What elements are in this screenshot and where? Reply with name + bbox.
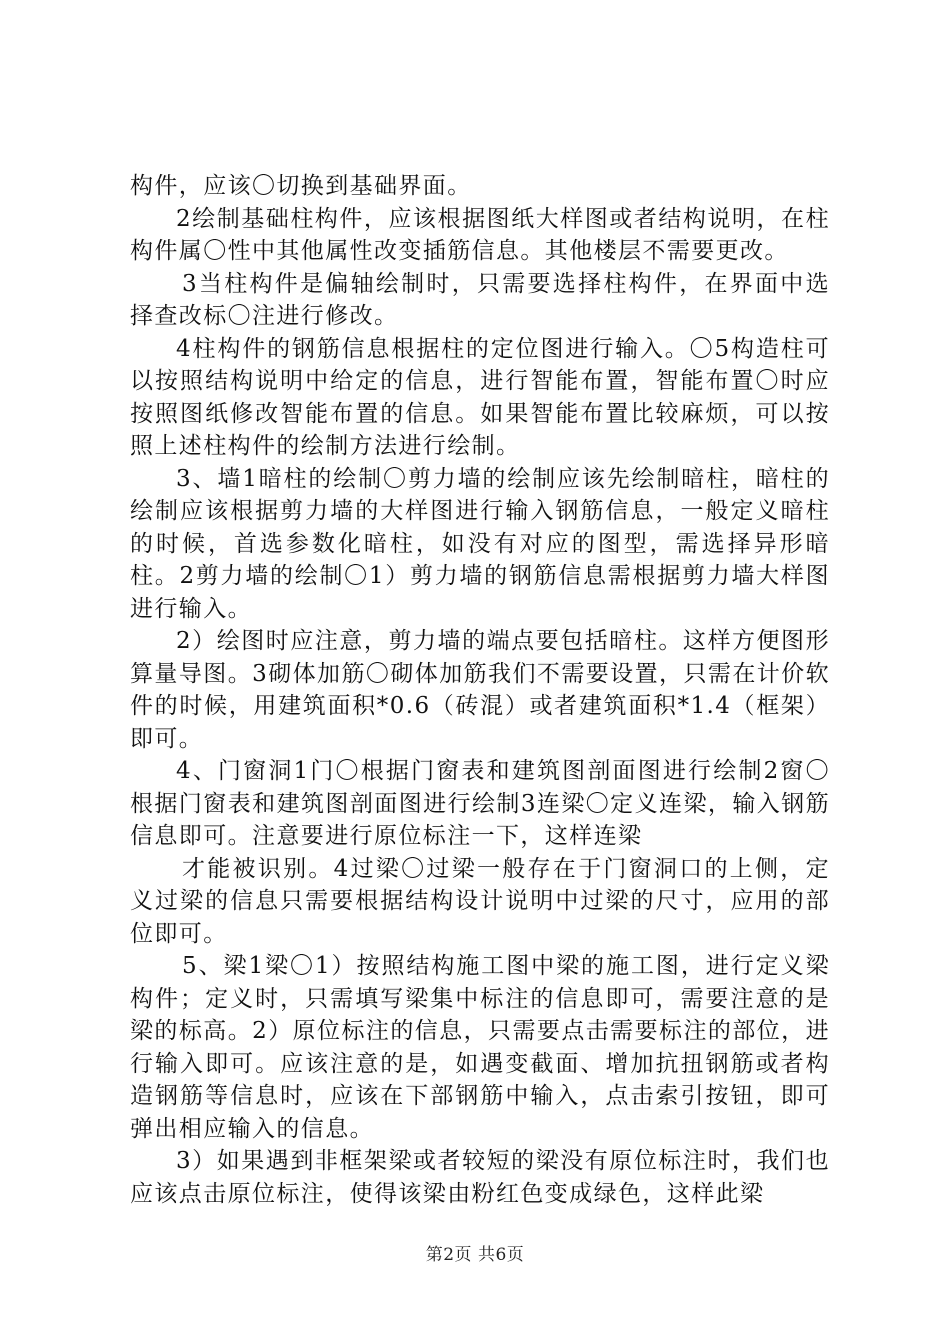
paragraph-2: 2绘制基础柱构件，应该根据图纸大样图或者结构说明，在柱构件属〇性中其他属性改变插筋信息。其他楼层不需要更改。 [130,205,830,264]
paragraph-5: 3、墙1暗柱的绘制〇剪力墙的绘制应该先绘制暗柱，暗柱的绘制应该根据剪力墙的大样图进行输入钢筋信息，一般定义暗柱的时候，首选参数化暗柱，如没有对应的图型，需选择异形暗柱。2剪力墙的绘制〇1）剪力墙的钢筋信息需根据剪力墙大样图进行输入。 [130,465,830,622]
paragraph-4: 4柱构件的钢筋信息根据柱的定位图进行输入。〇5构造柱可以按照结构说明中给定的信息，进行智能布置，智能布置〇时应按照图纸修改智能布置的信息。如果智能布置比较麻烦，可以按照上述柱构件的绘制方法进行绘制。 [130,335,830,459]
paragraph-9: 5、梁1梁〇1）按照结构施工图中梁的施工图，进行定义梁构件；定义时，只需填写梁集中标注的信息即可，需要注意的是梁的标高。2）原位标注的信息，只需要点击需要标注的部位，进行输入即可。应该注意的是，如遇变截面、增加抗扭钢筋或者构造钢筋等信息时，应该在下部钢筋中输入，点击索引按钮，即可弹出相应输入的信息。 [130,953,830,1142]
paragraph-7: 4、门窗洞1门〇根据门窗表和建筑图剖面图进行绘制2窗〇根据门窗表和建筑图剖面图进行绘制3连梁〇定义连梁，输入钢筋信息即可。注意要进行原位标注一下，这样连梁 [130,758,830,849]
paragraph-8: 才能被识别。4过梁〇过梁一般存在于门窗洞口的上侧，定义过梁的信息只需要根据结构设计说明中过梁的尺寸，应用的部位即可。 [130,855,830,947]
paragraph-1: 构件，应该〇切换到基础界面。 [130,173,472,199]
paragraph-10: 3）如果遇到非框架梁或者较短的梁没有原位标注时，我们也应该点击原位标注，使得该梁由粉红色变成绿色，这样此梁 [130,1148,830,1207]
page-footer: 第2页 共6页 [425,1245,525,1265]
document-body [130,170,830,1210]
paragraph-3: 3当柱构件是偏轴绘制时，只需要选择柱构件，在界面中选择查改标〇注进行修改。 [130,270,830,329]
paragraph-6: 2）绘图时应注意，剪力墙的端点要包括暗柱。这样方便图形算量导图。3砌体加筋〇砌体加筋我们不需要设置，只需在计价软件的时候，用建筑面积*0.6（砖混）或者建筑面积*1.4（框架）即可。 [130,628,830,752]
